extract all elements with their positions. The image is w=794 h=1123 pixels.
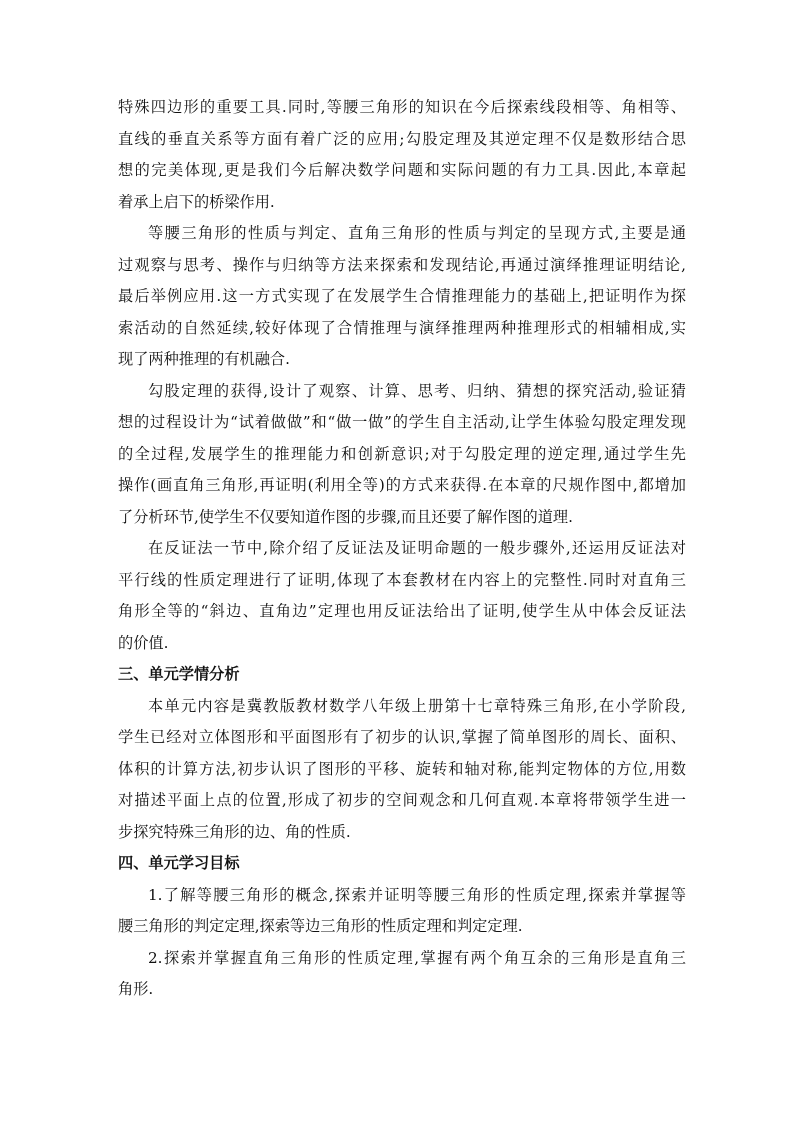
- paragraph-2: [118, 218, 686, 376]
- text-line: 最后举例应用.这一方式实现了在发展学生合情推理能力的基础上,把证明作为探: [118, 287, 686, 305]
- text-line: 步探究特殊三角形的边、角的性质.: [118, 822, 351, 841]
- text-line: 特殊四边形的重要工具.同时,等腰三角形的知识在今后探索线段相等、角相等、: [118, 98, 686, 116]
- text-line: 想的完美体现,更是我们今后解决数学问题和实际问题的有力工具.因此,本章起: [118, 161, 686, 179]
- text-line: 的全过程,发展学生的推理能力和创新意识;对于勾股定理的逆定理,通过学生先: [118, 444, 686, 463]
- text-line: 本单元内容是冀教版教材数学八年级上册第十七章特殊三角形,在小学阶段,: [148, 696, 686, 715]
- text-line: 了分析环节,使学生不仅要知道作图的步骤,而且还要了解作图的道理.: [118, 507, 573, 526]
- section-heading-learning-analysis: 三、单元学情分析: [118, 665, 240, 683]
- text-line: 勾股定理的获得,设计了观察、计算、思考、归纳、猜想的探究活动,验证猜: [148, 381, 686, 400]
- text-line: 角形.: [118, 980, 154, 998]
- section-heading-learning-goals: 四、单元学习目标: [118, 854, 240, 872]
- text-line: 2.探索并掌握直角三角形的性质定理,掌握有两个角互余的三角形是直角三: [148, 948, 686, 967]
- text-line: 等腰三角形的性质与判定、直角三角形的性质与判定的呈现方式,主要是通: [148, 224, 686, 242]
- text-line: 过观察与思考、操作与归纳等方法来探索和发现结论,再通过演绎推理证明结论,: [118, 255, 686, 274]
- text-line: 1.了解等腰三角形的概念,探索并证明等腰三角形的性质定理,探索并掌握等: [148, 885, 686, 904]
- text-line: 角形全等的“斜边、直角边”定理也用反证法给出了证明,使学生从中体会反证法: [118, 602, 686, 620]
- paragraph-4: [118, 533, 686, 659]
- paragraph-3: [118, 376, 686, 534]
- text-line: 直线的垂直关系等方面有着广泛的应用;勾股定理及其逆定理不仅是数形结合思: [118, 129, 686, 148]
- text-line: 对描述平面上点的位置,形成了初步的空间观念和几何直观.本章将带领学生进一: [118, 791, 686, 809]
- paragraph-1: [118, 92, 686, 218]
- text-line: 索活动的自然延续,较好体现了合情推理与演绎推理两种推理形式的相辅相成,实: [118, 318, 686, 337]
- text-line: 现了两种推理的有机融合.: [118, 350, 290, 368]
- text-line: 体积的计算方法,初步认识了图形的平移、旋转和轴对称,能判定物体的方位,用数: [118, 759, 686, 778]
- goal-item-2: [118, 943, 686, 1006]
- paragraph-learning-analysis: [118, 691, 686, 849]
- text-line: 腰三角形的判定定理,探索等边三角形的性质定理和判定定理.: [118, 917, 523, 935]
- text-line: 平行线的性质定理进行了证明,体现了本套教材在内容上的完整性.同时对直角三: [118, 570, 686, 589]
- goal-item-1: [118, 880, 686, 943]
- text-line: 学生已经对立体图形和平面图形有了初步的认识,掌握了简单图形的周长、面积、: [118, 728, 686, 746]
- text-line: 在反证法一节中,除介绍了反证法及证明命题的一般步骤外,还运用反证法对: [148, 539, 686, 557]
- page-content: [118, 92, 686, 1006]
- text-line: 操作(画直角三角形,再证明(利用全等)的方式来获得.在本章的尺规作图中,都增加: [118, 476, 686, 494]
- text-line: 的价值.: [118, 633, 169, 652]
- text-line: 想的过程设计为“试着做做”和“做一做”的学生自主活动,让学生体验勾股定理发现: [118, 413, 686, 431]
- text-line: 着承上启下的桥梁作用.: [118, 192, 275, 211]
